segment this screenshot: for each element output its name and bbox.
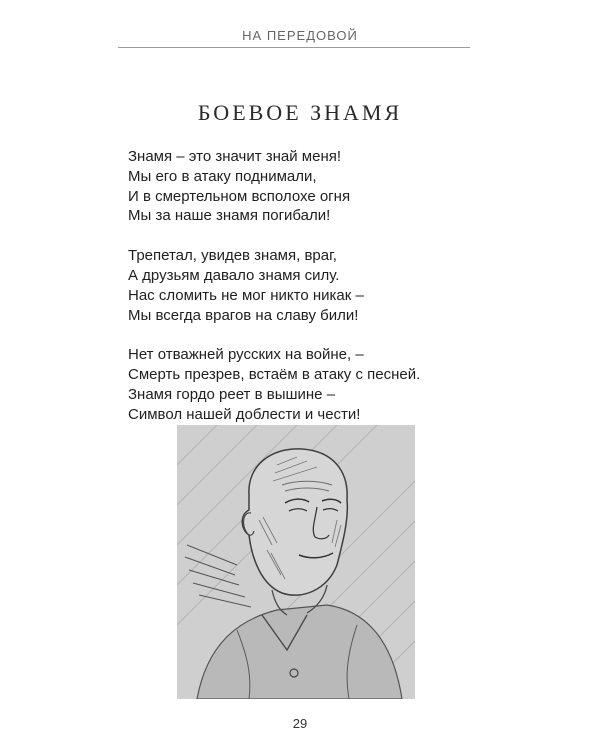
poem-line: И в смертельном всполохе огня bbox=[128, 187, 351, 205]
poem-line: Трепетал, увидев знамя, враг, bbox=[128, 247, 337, 265]
stanza-1 bbox=[128, 147, 488, 226]
poem-line: Мы всегда врагов на славу били! bbox=[128, 306, 359, 324]
poem-line: Нас сломить не мог никто никак – bbox=[128, 286, 364, 304]
poem-line: Знамя гордо реет в вышине – bbox=[128, 385, 336, 403]
portrait-illustration bbox=[177, 425, 415, 699]
poem-line: Нет отважней русских на войне, – bbox=[128, 346, 364, 364]
poem-line: А друзьям давало знамя силу. bbox=[128, 266, 340, 284]
header-divider bbox=[118, 47, 470, 48]
poem-title: БОЕВОЕ ЗНАМЯ bbox=[197, 100, 403, 125]
poem-line: Смерть презрев, встаём в атаку с песней. bbox=[128, 366, 421, 384]
pencil-portrait-sketch-icon bbox=[177, 425, 415, 699]
poem-line: Символ нашей доблести и чести! bbox=[128, 405, 361, 423]
poem-line: Мы за наше знамя погибали! bbox=[128, 207, 331, 225]
page-number: 29 bbox=[292, 716, 308, 731]
poem-line: Знамя – это значит знай меня! bbox=[128, 148, 342, 165]
stanza-3 bbox=[128, 345, 488, 424]
poem-body bbox=[128, 147, 488, 445]
stanza-2 bbox=[128, 246, 488, 325]
running-header: НА ПЕРЕДОВОЙ bbox=[242, 28, 358, 43]
poem-line: Мы его в атаку поднимали, bbox=[128, 167, 317, 185]
